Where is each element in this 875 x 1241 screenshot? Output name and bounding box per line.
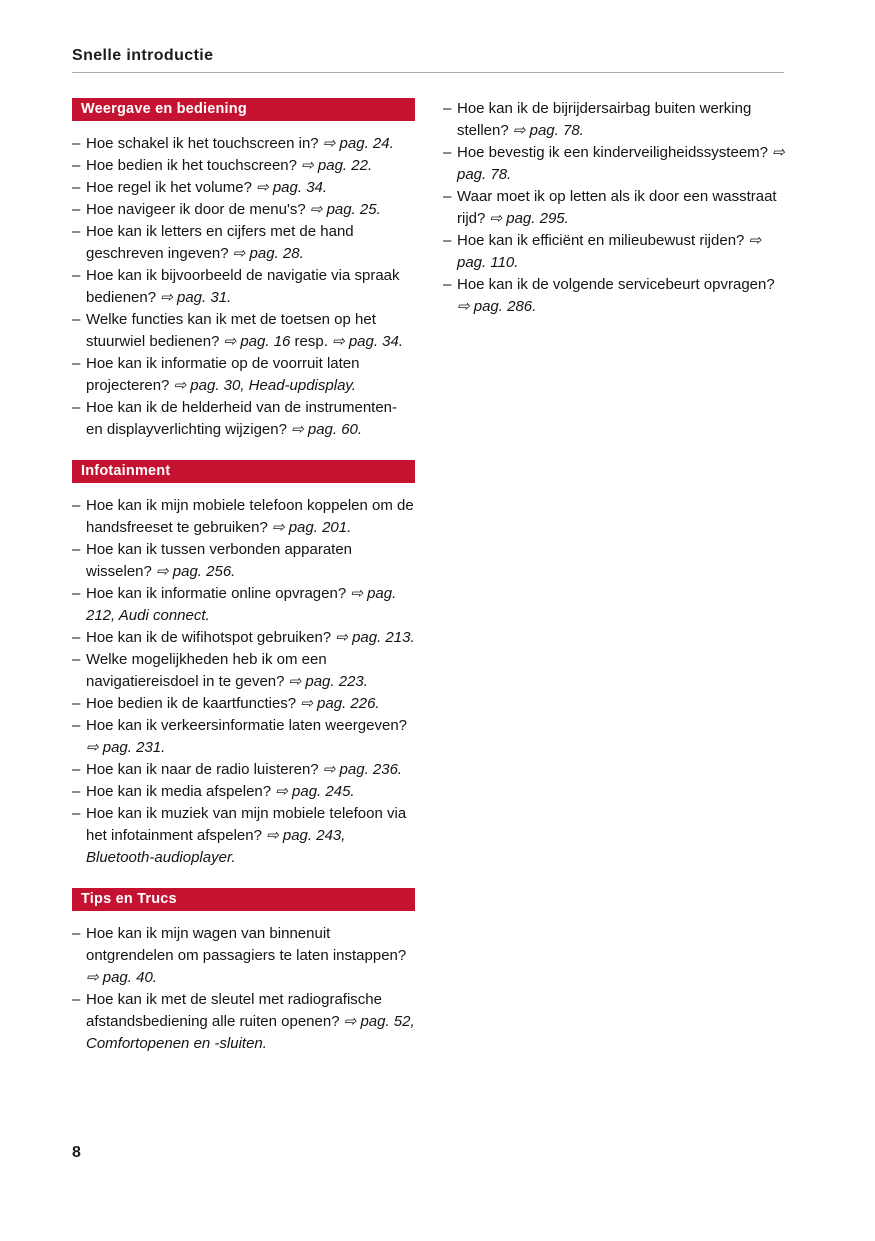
item-text bbox=[86, 649, 415, 693]
toc-item bbox=[72, 155, 415, 177]
item-text bbox=[86, 583, 415, 627]
toc-item bbox=[72, 803, 415, 869]
item-text bbox=[457, 98, 786, 142]
section-banner-infotainment: Infotainment bbox=[72, 460, 415, 483]
toc-item bbox=[72, 309, 415, 353]
item-dash: – bbox=[72, 497, 81, 514]
question-text: Hoe kan ik tussen verbonden apparaten wisselen? bbox=[86, 541, 353, 580]
page-number: 8 bbox=[72, 1144, 81, 1161]
page-reference: ⇨ pag. 223. bbox=[288, 673, 368, 690]
toc-item bbox=[72, 199, 415, 221]
item-text bbox=[86, 803, 415, 869]
section-banner-tips-en-trucs: Tips en Trucs bbox=[72, 888, 415, 911]
item-text bbox=[86, 693, 415, 715]
page-reference: ⇨ pag. 212, Audi connect. bbox=[86, 585, 397, 624]
item-dash: – bbox=[72, 399, 81, 416]
toc-item bbox=[72, 539, 415, 583]
question-text: Hoe kan ik de volgende servicebeurt opvragen? bbox=[457, 276, 775, 293]
toc-item bbox=[72, 989, 415, 1055]
item-dash: – bbox=[72, 991, 81, 1008]
page-reference: ⇨ pag. 236. bbox=[322, 761, 403, 778]
item-text bbox=[86, 923, 415, 989]
item-text bbox=[86, 989, 415, 1055]
header-divider bbox=[72, 72, 784, 73]
toc-item bbox=[443, 98, 786, 142]
section-banner-weergave-en-bediening: Weergave en bediening bbox=[72, 98, 415, 121]
question-text: Hoe kan ik media afspelen? bbox=[86, 783, 276, 800]
item-text bbox=[86, 155, 415, 177]
item-dash: – bbox=[72, 695, 81, 712]
item-dash: – bbox=[72, 355, 81, 372]
item-dash: – bbox=[72, 629, 81, 646]
item-dash: – bbox=[72, 223, 81, 240]
page-reference: ⇨ pag. 245. bbox=[275, 783, 355, 800]
question-text: Hoe schakel ik het touchscreen in? bbox=[86, 135, 323, 152]
item-dash: – bbox=[72, 135, 81, 152]
item-text bbox=[457, 142, 786, 186]
item-dash: – bbox=[72, 157, 81, 174]
section-infotainment bbox=[72, 460, 415, 869]
question-text: Hoe kan ik mijn wagen van binnenuit ontgrendelen om passagiers te laten instappen? bbox=[86, 925, 407, 964]
page-reference: ⇨ pag. 286. bbox=[457, 298, 537, 315]
page-reference: ⇨ pag. 24. bbox=[322, 135, 394, 152]
item-dash: – bbox=[72, 783, 81, 800]
toc-item bbox=[72, 265, 415, 309]
item-text bbox=[457, 186, 786, 230]
item-dash: – bbox=[72, 585, 81, 602]
page-reference: ⇨ pag. 31. bbox=[160, 289, 232, 306]
item-text bbox=[86, 397, 415, 441]
item-text bbox=[86, 265, 415, 309]
page-reference: ⇨ pag. 60. bbox=[291, 421, 363, 438]
item-dash: – bbox=[72, 267, 81, 284]
question-text: Hoe kan ik informatie op de voorruit laten projecteren? bbox=[86, 355, 360, 394]
toc-item bbox=[72, 627, 415, 649]
question-text: Hoe kan ik de helderheid van de instrumenten- en displayverlichting wijzigen? bbox=[86, 399, 398, 438]
page-reference: ⇨ pag. 22. bbox=[301, 157, 373, 174]
question-text: Hoe regel ik het volume? bbox=[86, 179, 257, 196]
toc-item bbox=[72, 781, 415, 803]
item-text bbox=[86, 759, 415, 781]
item-dash: – bbox=[72, 761, 81, 778]
item-dash: – bbox=[72, 925, 81, 942]
item-text bbox=[86, 627, 415, 649]
question-text: Hoe kan ik letters en cijfers met de hand geschreven ingeven? bbox=[86, 223, 354, 262]
page-reference: ⇨ pag. 40. bbox=[86, 969, 157, 986]
question-text: Hoe bevestig ik een kinderveiligheidssysteem? bbox=[457, 144, 773, 161]
item-dash: – bbox=[72, 201, 81, 218]
page-reference: ⇨ pag. 231. bbox=[86, 739, 166, 756]
toc-item bbox=[72, 923, 415, 989]
item-text bbox=[86, 221, 415, 265]
item-dash: – bbox=[72, 651, 81, 668]
toc-item bbox=[72, 759, 415, 781]
question-text: Hoe navigeer ik door de menu's? bbox=[86, 201, 310, 218]
toc-item bbox=[72, 715, 415, 759]
section-tips-en-trucs bbox=[72, 888, 415, 1055]
item-text bbox=[457, 230, 786, 274]
item-text bbox=[86, 309, 415, 353]
toc-item bbox=[72, 353, 415, 397]
item-dash: – bbox=[72, 179, 81, 196]
question-text: Hoe kan ik muziek van mijn mobiele telefoon via het infotainment afspelen? bbox=[86, 805, 407, 844]
page-reference: ⇨ pag. 34. bbox=[256, 179, 328, 196]
item-dash: – bbox=[443, 188, 452, 205]
page-reference: ⇨ pag. 226. bbox=[300, 695, 380, 712]
section-continued bbox=[443, 98, 786, 318]
toc-item bbox=[443, 230, 786, 274]
page-reference: ⇨ pag. 34. bbox=[332, 333, 404, 350]
page-title: Snelle introductie bbox=[72, 47, 214, 64]
item-dash: – bbox=[443, 276, 452, 293]
item-text bbox=[86, 781, 415, 803]
page-reference: ⇨ pag. 110. bbox=[457, 232, 762, 271]
question-text: Hoe bedien ik de kaartfuncties? bbox=[86, 695, 301, 712]
section-weergave-en-bediening bbox=[72, 98, 415, 441]
page-reference: ⇨ pag. 78. bbox=[512, 122, 584, 139]
toc-item bbox=[72, 693, 415, 715]
page-reference: ⇨ pag. 243, Bluetooth-audioplayer. bbox=[86, 827, 346, 866]
page-reference: ⇨ pag. 30, Head-updisplay. bbox=[173, 377, 356, 394]
toc-item bbox=[443, 274, 786, 318]
item-text bbox=[86, 199, 415, 221]
item-dash: – bbox=[443, 232, 452, 249]
item-dash: – bbox=[72, 805, 81, 822]
question-text: Waar moet ik op letten als ik door een wasstraat rijd? bbox=[457, 188, 777, 227]
page-reference: ⇨ pag. 25. bbox=[309, 201, 381, 218]
page-reference: ⇨ pag. 16 bbox=[223, 333, 291, 350]
item-dash: – bbox=[443, 144, 452, 161]
page-reference: ⇨ pag. 28. bbox=[232, 245, 304, 262]
question-text: resp. bbox=[290, 333, 333, 350]
toc-item bbox=[443, 142, 786, 186]
item-text bbox=[86, 715, 415, 759]
question-text: Hoe kan ik efficiënt en milieubewust rijden? bbox=[457, 232, 749, 249]
toc-item bbox=[72, 133, 415, 155]
column-left bbox=[72, 98, 415, 1055]
two-column-layout bbox=[72, 98, 786, 1055]
item-dash: – bbox=[72, 717, 81, 734]
question-text: Hoe kan ik de bijrijdersairbag buiten werking stellen? bbox=[457, 100, 752, 139]
column-right bbox=[443, 98, 786, 1055]
page-reference: ⇨ pag. 256. bbox=[156, 563, 236, 580]
question-text: Hoe kan ik de wifihotspot gebruiken? bbox=[86, 629, 336, 646]
page-reference: ⇨ pag. 52, Comfortopenen en -sluiten. bbox=[86, 1013, 415, 1052]
question-text: Welke functies kan ik met de toetsen op het stuurwiel bedienen? bbox=[86, 311, 376, 350]
question-text: Hoe kan ik verkeersinformatie laten weergeven? bbox=[86, 717, 407, 734]
toc-item bbox=[72, 495, 415, 539]
item-dash: – bbox=[443, 100, 452, 117]
question-text: Hoe kan ik mijn mobiele telefoon koppelen om de handsfreeset te gebruiken? bbox=[86, 497, 414, 536]
toc-item bbox=[443, 186, 786, 230]
question-text: Hoe kan ik met de sleutel met radiografische afstandsbediening alle ruiten openen? bbox=[86, 991, 382, 1030]
item-text bbox=[86, 353, 415, 397]
page-reference: ⇨ pag. 295. bbox=[489, 210, 569, 227]
item-text bbox=[457, 274, 786, 318]
item-text bbox=[86, 133, 415, 155]
question-text: Hoe kan ik naar de radio luisteren? bbox=[86, 761, 323, 778]
toc-item bbox=[72, 221, 415, 265]
page-reference: ⇨ pag. 201. bbox=[271, 519, 352, 536]
question-text: Hoe bedien ik het touchscreen? bbox=[86, 157, 302, 174]
item-dash: – bbox=[72, 541, 81, 558]
toc-item bbox=[72, 397, 415, 441]
toc-item bbox=[72, 649, 415, 693]
item-dash: – bbox=[72, 311, 81, 328]
page-reference: ⇨ pag. 78. bbox=[457, 144, 785, 183]
item-text bbox=[86, 177, 415, 199]
item-text bbox=[86, 495, 415, 539]
toc-item bbox=[72, 177, 415, 199]
question-text: Hoe kan ik informatie online opvragen? bbox=[86, 585, 351, 602]
page-reference: ⇨ pag. 213. bbox=[335, 629, 415, 646]
question-text: Hoe kan ik bijvoorbeeld de navigatie via spraak bedienen? bbox=[86, 267, 400, 306]
item-text bbox=[86, 539, 415, 583]
toc-item bbox=[72, 583, 415, 627]
question-text: Welke mogelijkheden heb ik om een navigatiereisdoel in te geven? bbox=[86, 651, 327, 690]
